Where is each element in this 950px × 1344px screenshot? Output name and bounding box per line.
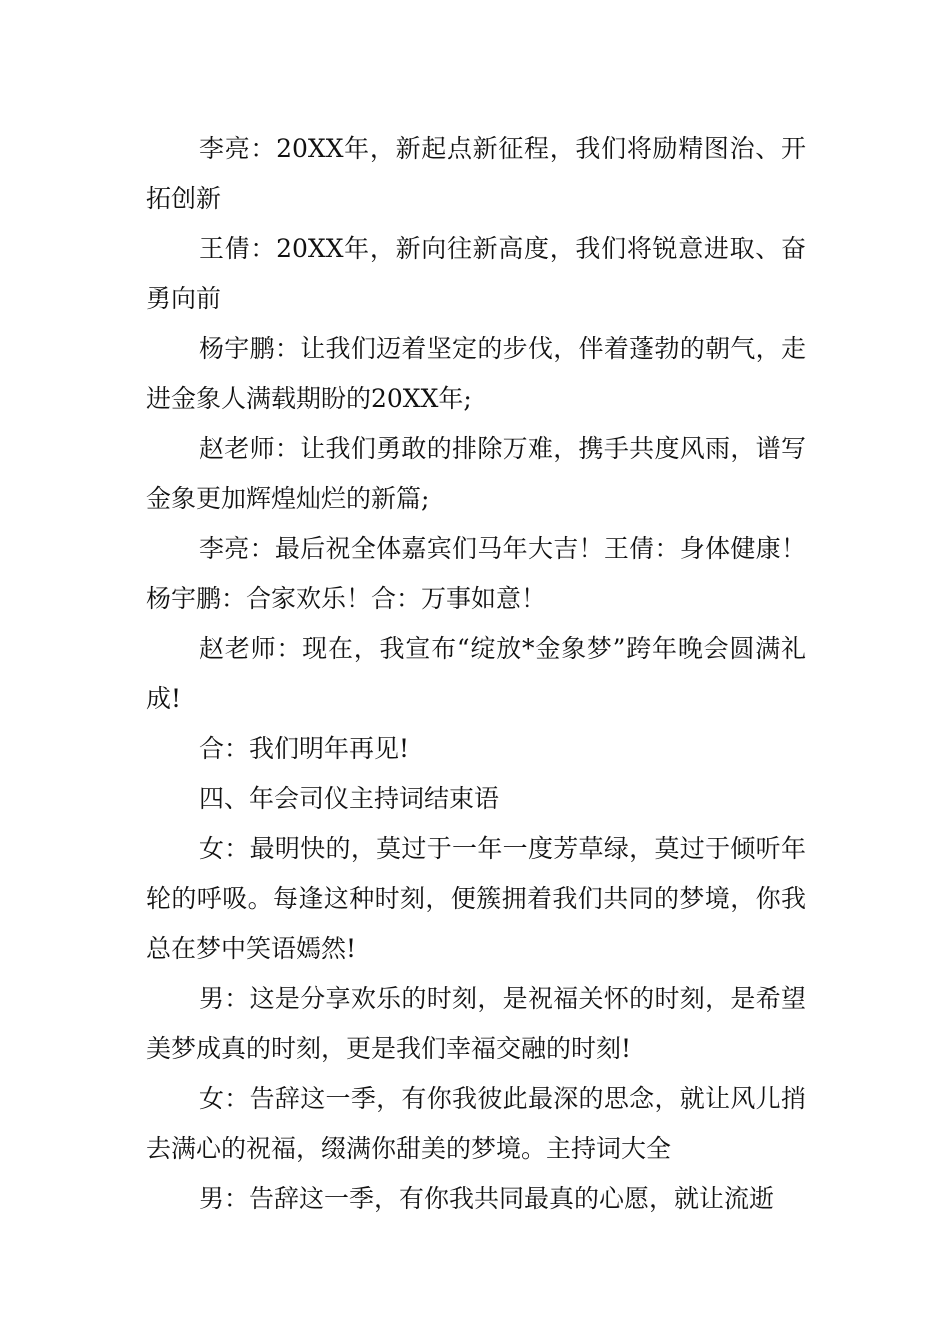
paragraph-female-host-1: 女：最明快的，莫过于一年一度芳草绿，莫过于倾听年轮的呼吸。每逢这种时刻，便簇拥着我们共同的梦境，你我总在梦中笑语嫣然! — [146, 834, 806, 963]
paragraph-female-host-2: 女：告辞这一季，有你我彼此最深的思念，就让风儿捎去满心的祝福，缀满你甜美的梦境。主持词大全 — [146, 1084, 806, 1163]
document-body — [146, 124, 806, 1224]
paragraph-teacher-zhao-closing: 赵老师：现在，我宣布“绽放*金象梦”跨年晚会圆满礼成! — [146, 634, 806, 713]
section-heading-closing-remarks: 四、年会司仪主持词结束语 — [199, 784, 500, 813]
paragraph-male-host-2: 男：告辞这一季，有你我共同最真的心愿，就让流逝 — [199, 1184, 775, 1213]
paragraph-yangyupeng-steps: 杨宇鹏：让我们迈着坚定的步伐，伴着蓬勃的朝气，走进金象人满载期盼的20XX年; — [146, 334, 806, 413]
paragraph-male-host-1: 男：这是分享欢乐的时刻，是祝福关怀的时刻，是希望美梦成真的时刻，更是我们幸福交融的时刻! — [146, 984, 806, 1063]
paragraph-blessings: 李亮：最后祝全体嘉宾们马年大吉！王倩：身体健康！杨宇鹏：合家欢乐！合：万事如意！ — [146, 534, 806, 613]
paragraph-wangqian-new-heights: 王倩：20XX年，新向往新高度，我们将锐意进取、奋勇向前 — [146, 234, 806, 313]
paragraph-teacher-zhao-new-chapter: 赵老师：让我们勇敢的排除万难，携手共度风雨，谱写金象更加辉煌灿烂的新篇; — [146, 434, 806, 513]
paragraph-liliang-new-start: 李亮：20XX年，新起点新征程，我们将励精图治、开拓创新 — [146, 134, 806, 213]
paragraph-see-you-next-year: 合：我们明年再见! — [199, 734, 410, 763]
